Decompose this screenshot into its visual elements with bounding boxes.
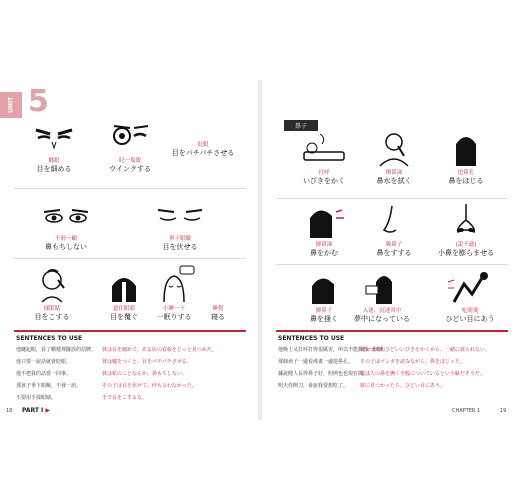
vocab-zh: 揉眼睛: [43, 306, 61, 312]
sentence-row: [278, 380, 445, 392]
vocab-cell: [284, 202, 364, 258]
pick-nose-icon: [426, 130, 506, 168]
page-number: 19: [500, 408, 507, 414]
sentences-title: SENTENCES TO USE: [16, 335, 83, 342]
unit-number: 5: [28, 84, 49, 119]
sleeping-girl-icon: [150, 266, 198, 304]
sentence-row: [278, 368, 485, 380]
row-divider: [14, 258, 246, 259]
vocab-cell: [426, 130, 506, 186]
vocab-cell: [430, 268, 510, 324]
right-page: [262, 80, 520, 420]
vocab-ja: 鼻を掻く: [310, 315, 338, 323]
vocab-zh: 擤鼻涕: [315, 242, 333, 248]
sentence-row: [278, 344, 490, 356]
sentence-zh: 他晚上又打呼打得很厲害，所以不能靜靜一個睡。: [278, 347, 389, 353]
sentence-row: [16, 392, 147, 404]
blink-icon: [158, 118, 248, 140]
vocab-zh: 遮住眼睛: [112, 306, 135, 312]
sentence-zh: 他只要一說話就會眨眼。: [16, 359, 72, 365]
squint-eyes-icon: [14, 118, 94, 156]
vocab-cell: [26, 196, 106, 252]
sentence-row: [16, 368, 187, 380]
vocab-ja: 目を覆ぐ: [110, 313, 138, 321]
sentence-zh: 明天你開刀，會說我要想吃了。: [278, 383, 349, 389]
vocab-ja: 小鼻を膨らませる: [438, 249, 494, 257]
sentence-ja: 彼に見つかったら、ひどい目にあう。: [360, 383, 446, 389]
sentence-zh: 據說健人長得鼻子好，照例也也現在問。: [278, 371, 369, 377]
vocab-ja: 鼻もちしない: [45, 243, 87, 251]
fight-icon: [430, 268, 510, 306]
vocab-ja: いびきをかく: [303, 177, 345, 185]
vocab-ja: 寝る: [211, 313, 225, 321]
sentence-row: [278, 356, 465, 368]
vocab-cell: [284, 130, 364, 186]
vocab-zh: 睡覺: [212, 306, 224, 312]
vocab-zh: 擤鼻涕: [385, 170, 403, 176]
sentence-ja: 彼は嘘をつくと、目をパチパチさせる。: [102, 359, 192, 365]
vocab-zh: 小睡一下: [162, 306, 185, 312]
vocab-zh: 不屑一顧: [54, 236, 77, 242]
sentence-ja: その子はマンガを読みながら、鼻をほじった。: [360, 359, 466, 365]
lowered-eyes-icon: [140, 196, 220, 234]
sentences-title: SENTENCES TO USE: [278, 335, 345, 342]
sentence-row: [16, 344, 217, 356]
sentence-zh: 他瞇起眼，看了櫃檯裡擺放的招牌。: [16, 347, 97, 353]
left-page: [0, 80, 258, 420]
sentence-ja: 彼は私のことなんか、鼻もちしない。: [102, 371, 188, 377]
vocab-zh: 吃閉羹: [461, 308, 479, 314]
vocab-cell: [426, 202, 506, 258]
vocab-cell: [150, 266, 198, 322]
sentence-ja: 彼は人の鼻を撫く全般についているという癖だそうだ。: [360, 371, 485, 377]
vocab-cell: [14, 118, 94, 174]
vocab-ja: 鼻水を拭く: [376, 177, 412, 185]
vocab-cell: [354, 202, 434, 258]
nose-sniff-icon: [354, 202, 434, 240]
vocab-zh: 垂下眼瞼: [168, 236, 191, 242]
vocab-ja: 夢中になっている: [354, 315, 410, 323]
section-rule: [276, 330, 508, 332]
vocab-ja: 鼻をすする: [376, 249, 412, 257]
sentence-zh: 那孩子垂下眼瞼，不發一語。: [16, 383, 82, 389]
sentence-row: [16, 380, 197, 392]
sentence-zh: 不要用手揉眼睛。: [16, 395, 57, 401]
vocab-cell: [12, 266, 92, 322]
section-label: 鼻子: [284, 120, 318, 131]
unit-tab: UNIT: [0, 92, 22, 118]
section-rule: [14, 330, 246, 332]
sentence-ja: 手で目をこするな。: [102, 395, 148, 401]
vocab-ja: 一眠りする: [156, 313, 192, 321]
vocab-zh: 擤鼻子: [315, 308, 333, 314]
open-eyes-icon: [26, 196, 106, 234]
flared-nostrils-icon: [426, 202, 506, 240]
reading-person-icon: [342, 268, 422, 306]
vocab-ja: 鼻をほじる: [448, 177, 484, 185]
vocab-ja: ウインクする: [109, 165, 151, 173]
page-number: 18: [6, 408, 13, 414]
sentence-ja: その子は目を伏せて、何も言わなかった。: [102, 383, 197, 389]
vocab-zh: 眨一隻眼: [118, 158, 141, 164]
vocab-zh: 眨眼: [197, 142, 209, 148]
sentence-zh: 那個孩子一邊看漫畫一邊挖鼻孔。: [278, 359, 354, 365]
sentence-row: [16, 356, 192, 368]
row-divider: [14, 188, 246, 189]
vocab-ja: ひどい目にあう: [445, 315, 495, 323]
vocab-cell: [354, 130, 434, 186]
vocab-cell: [158, 118, 248, 158]
sentence-ja: 彼は目を細めて、ある店の看板をじっと見つめた。: [102, 347, 217, 353]
chapter-label: CHAPTER 1: [452, 408, 481, 414]
play-icon: ▶: [45, 407, 50, 414]
vocab-zh: 打呼: [318, 170, 330, 176]
part-label: [22, 407, 50, 414]
wipe-nose-icon: [354, 130, 434, 168]
vocab-zh: (說不過): [455, 242, 477, 248]
vocab-ja: 目を伏せる: [162, 243, 198, 251]
part-text: PART I: [22, 407, 44, 414]
vocab-zh: 挖鼻孔: [457, 170, 475, 176]
vocab-ja: 目をパチパチさせる: [171, 149, 235, 157]
vocab-zh: 瞇眼: [48, 158, 60, 164]
sentence-ja: 彼女は夫がひどいいびきをかくから、一緒に寝られない。: [360, 347, 491, 353]
sentence-zh: 他不把我的話當一回事。: [16, 371, 72, 377]
snoring-icon: [284, 130, 364, 168]
vocab-cell: [198, 304, 238, 322]
vocab-ja: 目を細める: [36, 165, 72, 173]
vocab-ja: 鼻をかむ: [310, 249, 338, 257]
rub-eyes-icon: [12, 266, 92, 304]
vocab-cell: [140, 196, 220, 252]
vocab-zh: 入迷、沉迷其中: [362, 308, 402, 314]
row-divider: [276, 264, 508, 265]
vocab-ja: 目をこする: [34, 313, 70, 321]
blow-nose-icon: [284, 202, 364, 240]
vocab-cell: [342, 268, 422, 324]
row-divider: [276, 198, 508, 199]
vocab-zh: 吸鼻子: [385, 242, 403, 248]
